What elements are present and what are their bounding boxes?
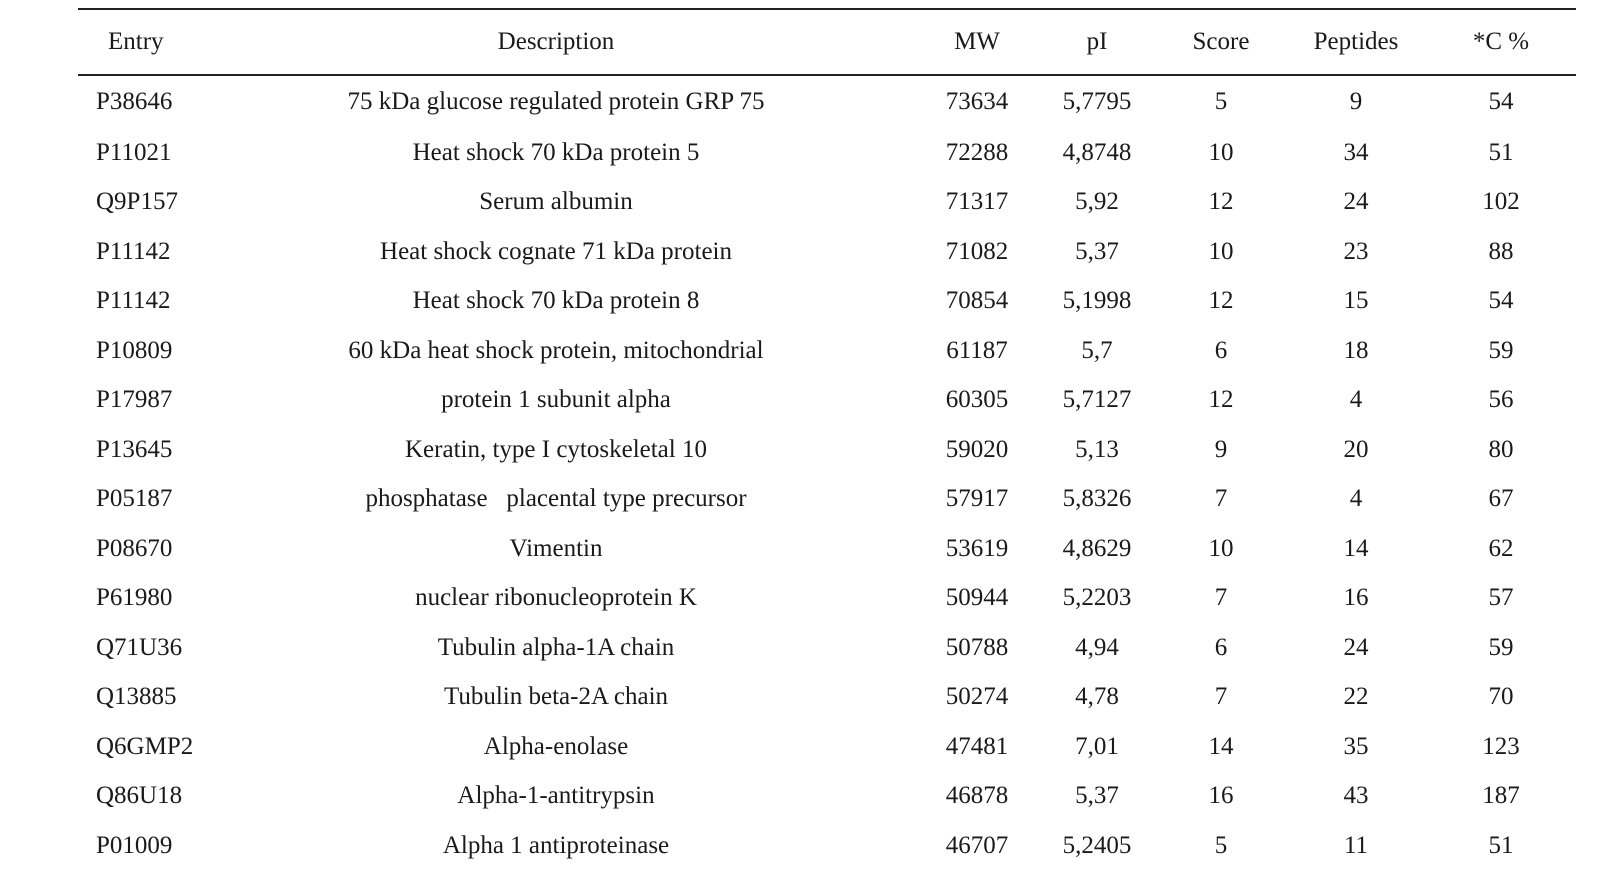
cell-pi: 5,7 [1081,336,1113,364]
cell-score: 9 [1214,435,1228,463]
cell-score: 5 [1214,831,1228,859]
cell-pi: 5,37 [1075,237,1119,265]
cell-peptides: 4 [1349,485,1363,513]
table-row [78,821,1576,871]
table-row [78,623,1576,673]
cell-pi: 5,92 [1075,188,1119,216]
cell-mw: 57917 [945,485,1009,513]
cell-peptides: 24 [1343,633,1369,661]
cell-pi: 5,2405 [1062,831,1132,859]
header-peptides: Peptides [1313,28,1399,55]
cell-mw: 59020 [945,435,1009,463]
table-row [78,326,1576,376]
cell-score: 10 [1208,138,1234,166]
cell-entry: P10809 [96,336,173,364]
cell-score: 7 [1214,485,1228,513]
cell-entry: P08670 [96,534,173,562]
header-row [78,9,1576,75]
cell-mw: 61187 [946,336,1008,364]
cell-mw: 71317 [945,188,1009,216]
cell-entry: Q86U18 [96,782,183,810]
cell-pi: 5,13 [1075,435,1119,463]
cell-coverage: 62 [1488,534,1514,562]
cell-pi: 5,8326 [1062,485,1132,513]
cell-entry: P01009 [96,831,173,859]
cell-pi: 5,7795 [1062,88,1132,115]
cell-pi: 5,1998 [1062,287,1132,315]
cell-coverage: 51 [1488,138,1514,166]
cell-description: Heat shock cognate 71 kDa protein [380,237,732,265]
cell-score: 12 [1208,287,1234,315]
cell-description: Alpha 1 antiproteinase [442,831,670,859]
cell-score: 14 [1208,732,1234,760]
cell-entry: P05187 [96,485,173,513]
cell-pi: 4,78 [1075,683,1119,711]
cell-description: Serum albumin [479,188,633,216]
cell-mw: 73634 [945,88,1009,115]
cell-coverage: 59 [1488,633,1514,661]
cell-entry: P61980 [96,584,173,612]
cell-pi: 4,94 [1075,633,1119,661]
cell-score: 10 [1208,534,1234,562]
table-row [78,376,1576,426]
cell-coverage: 59 [1488,336,1514,364]
cell-description: Tubulin beta-2A chain [443,683,669,711]
cell-description: Heat shock 70 kDa protein 5 [412,138,700,166]
table-row [78,673,1576,723]
cell-coverage: 123 [1482,732,1520,760]
cell-coverage: 67 [1488,485,1514,513]
cell-mw: 47481 [945,732,1009,760]
cell-peptides: 9 [1349,88,1363,115]
header-entry: Entry [108,28,164,55]
cell-score: 10 [1208,237,1234,265]
cell-pi: 5,2203 [1062,584,1132,612]
cell-coverage: 88 [1488,237,1514,265]
cell-description: Vimentin [509,534,603,562]
cell-pi: 5,7127 [1062,386,1132,414]
cell-entry: P11021 [96,138,172,166]
table-row [78,227,1576,277]
cell-mw: 50944 [945,584,1009,612]
cell-description: phosphatase placental type precursor [365,485,747,513]
cell-pi: 4,8629 [1062,534,1132,562]
cell-peptides: 22 [1343,683,1369,711]
cell-coverage: 80 [1488,435,1514,463]
cell-description: Alpha-enolase [483,732,629,760]
cell-peptides: 43 [1343,782,1369,810]
cell-entry: Q13885 [96,683,177,711]
table-row [78,128,1576,178]
cell-entry: Q9P157 [96,188,178,216]
cell-mw: 70854 [945,287,1009,315]
table-row [78,178,1576,228]
table-row [78,574,1576,624]
cell-entry: P11142 [96,237,171,265]
table-row [78,75,1576,128]
header-description: Description [497,28,615,55]
cell-peptides: 20 [1343,435,1369,463]
cell-mw: 46707 [945,831,1009,859]
cell-mw: 72288 [945,138,1009,166]
cell-mw: 71082 [945,237,1009,265]
cell-coverage: 102 [1482,188,1520,216]
header-score: Score [1192,28,1250,55]
header-pi: pI [1086,28,1108,55]
cell-peptides: 23 [1343,237,1369,265]
cell-description: 60 kDa heat shock protein, mitochondrial [348,336,764,364]
cell-coverage: 56 [1488,386,1514,414]
cell-description: nuclear ribonucleoprotein K [415,584,697,612]
cell-mw: 53619 [945,534,1009,562]
cell-peptides: 11 [1343,831,1369,859]
cell-coverage: 187 [1482,782,1520,810]
cell-coverage: 70 [1488,683,1514,711]
cell-peptides: 34 [1343,138,1369,166]
table-row [78,425,1576,475]
cell-peptides: 16 [1343,584,1369,612]
table-row [78,772,1576,822]
cell-peptides: 24 [1343,188,1369,216]
protein-identification-table [78,8,1576,871]
cell-pi: 7,01 [1075,732,1119,760]
cell-score: 6 [1214,633,1228,661]
cell-entry: Q6GMP2 [96,732,194,760]
cell-description: Heat shock 70 kDa protein 8 [412,287,700,315]
cell-pi: 4,8748 [1062,138,1132,166]
cell-score: 12 [1208,188,1234,216]
cell-coverage: 54 [1488,88,1514,115]
cell-score: 16 [1208,782,1234,810]
cell-description: protein 1 subunit alpha [441,386,671,414]
cell-peptides: 14 [1343,534,1369,562]
table-header [78,9,1576,75]
cell-description: Tubulin alpha-1A chain [437,633,675,661]
cell-score: 7 [1214,683,1228,711]
header-mw: MW [954,28,1000,55]
cell-entry: Q71U36 [96,633,183,661]
cell-peptides: 35 [1343,732,1369,760]
cell-peptides: 4 [1349,386,1363,414]
cell-entry: P13645 [96,435,173,463]
cell-entry: P11142 [96,287,171,315]
cell-peptides: 15 [1343,287,1369,315]
cell-description: Alpha-1-antitrypsin [457,782,655,810]
cell-coverage: 51 [1488,831,1514,859]
cell-entry: P17987 [96,386,173,414]
table-row [78,524,1576,574]
cell-mw: 46878 [945,782,1009,810]
cell-coverage: 54 [1488,287,1514,315]
cell-coverage: 57 [1488,584,1514,612]
cell-score: 6 [1214,336,1228,364]
cell-description: Keratin, type I cytoskeletal 10 [405,435,707,463]
cell-mw: 50274 [945,683,1009,711]
header-coverage: *C % [1472,28,1530,55]
cell-mw: 50788 [945,633,1009,661]
cell-score: 12 [1208,386,1234,414]
cell-score: 5 [1214,88,1228,115]
table-row [78,277,1576,327]
cell-score: 7 [1214,584,1228,612]
cell-peptides: 18 [1343,336,1369,364]
table-row [78,722,1576,772]
cell-mw: 60305 [945,386,1009,414]
cell-entry: P38646 [96,88,173,115]
table-row [78,475,1576,525]
protein-table-container [78,8,1546,871]
table-body [78,75,1576,871]
cell-description: 75 kDa glucose regulated protein GRP 75 [347,88,765,115]
cell-pi: 5,37 [1075,782,1119,810]
